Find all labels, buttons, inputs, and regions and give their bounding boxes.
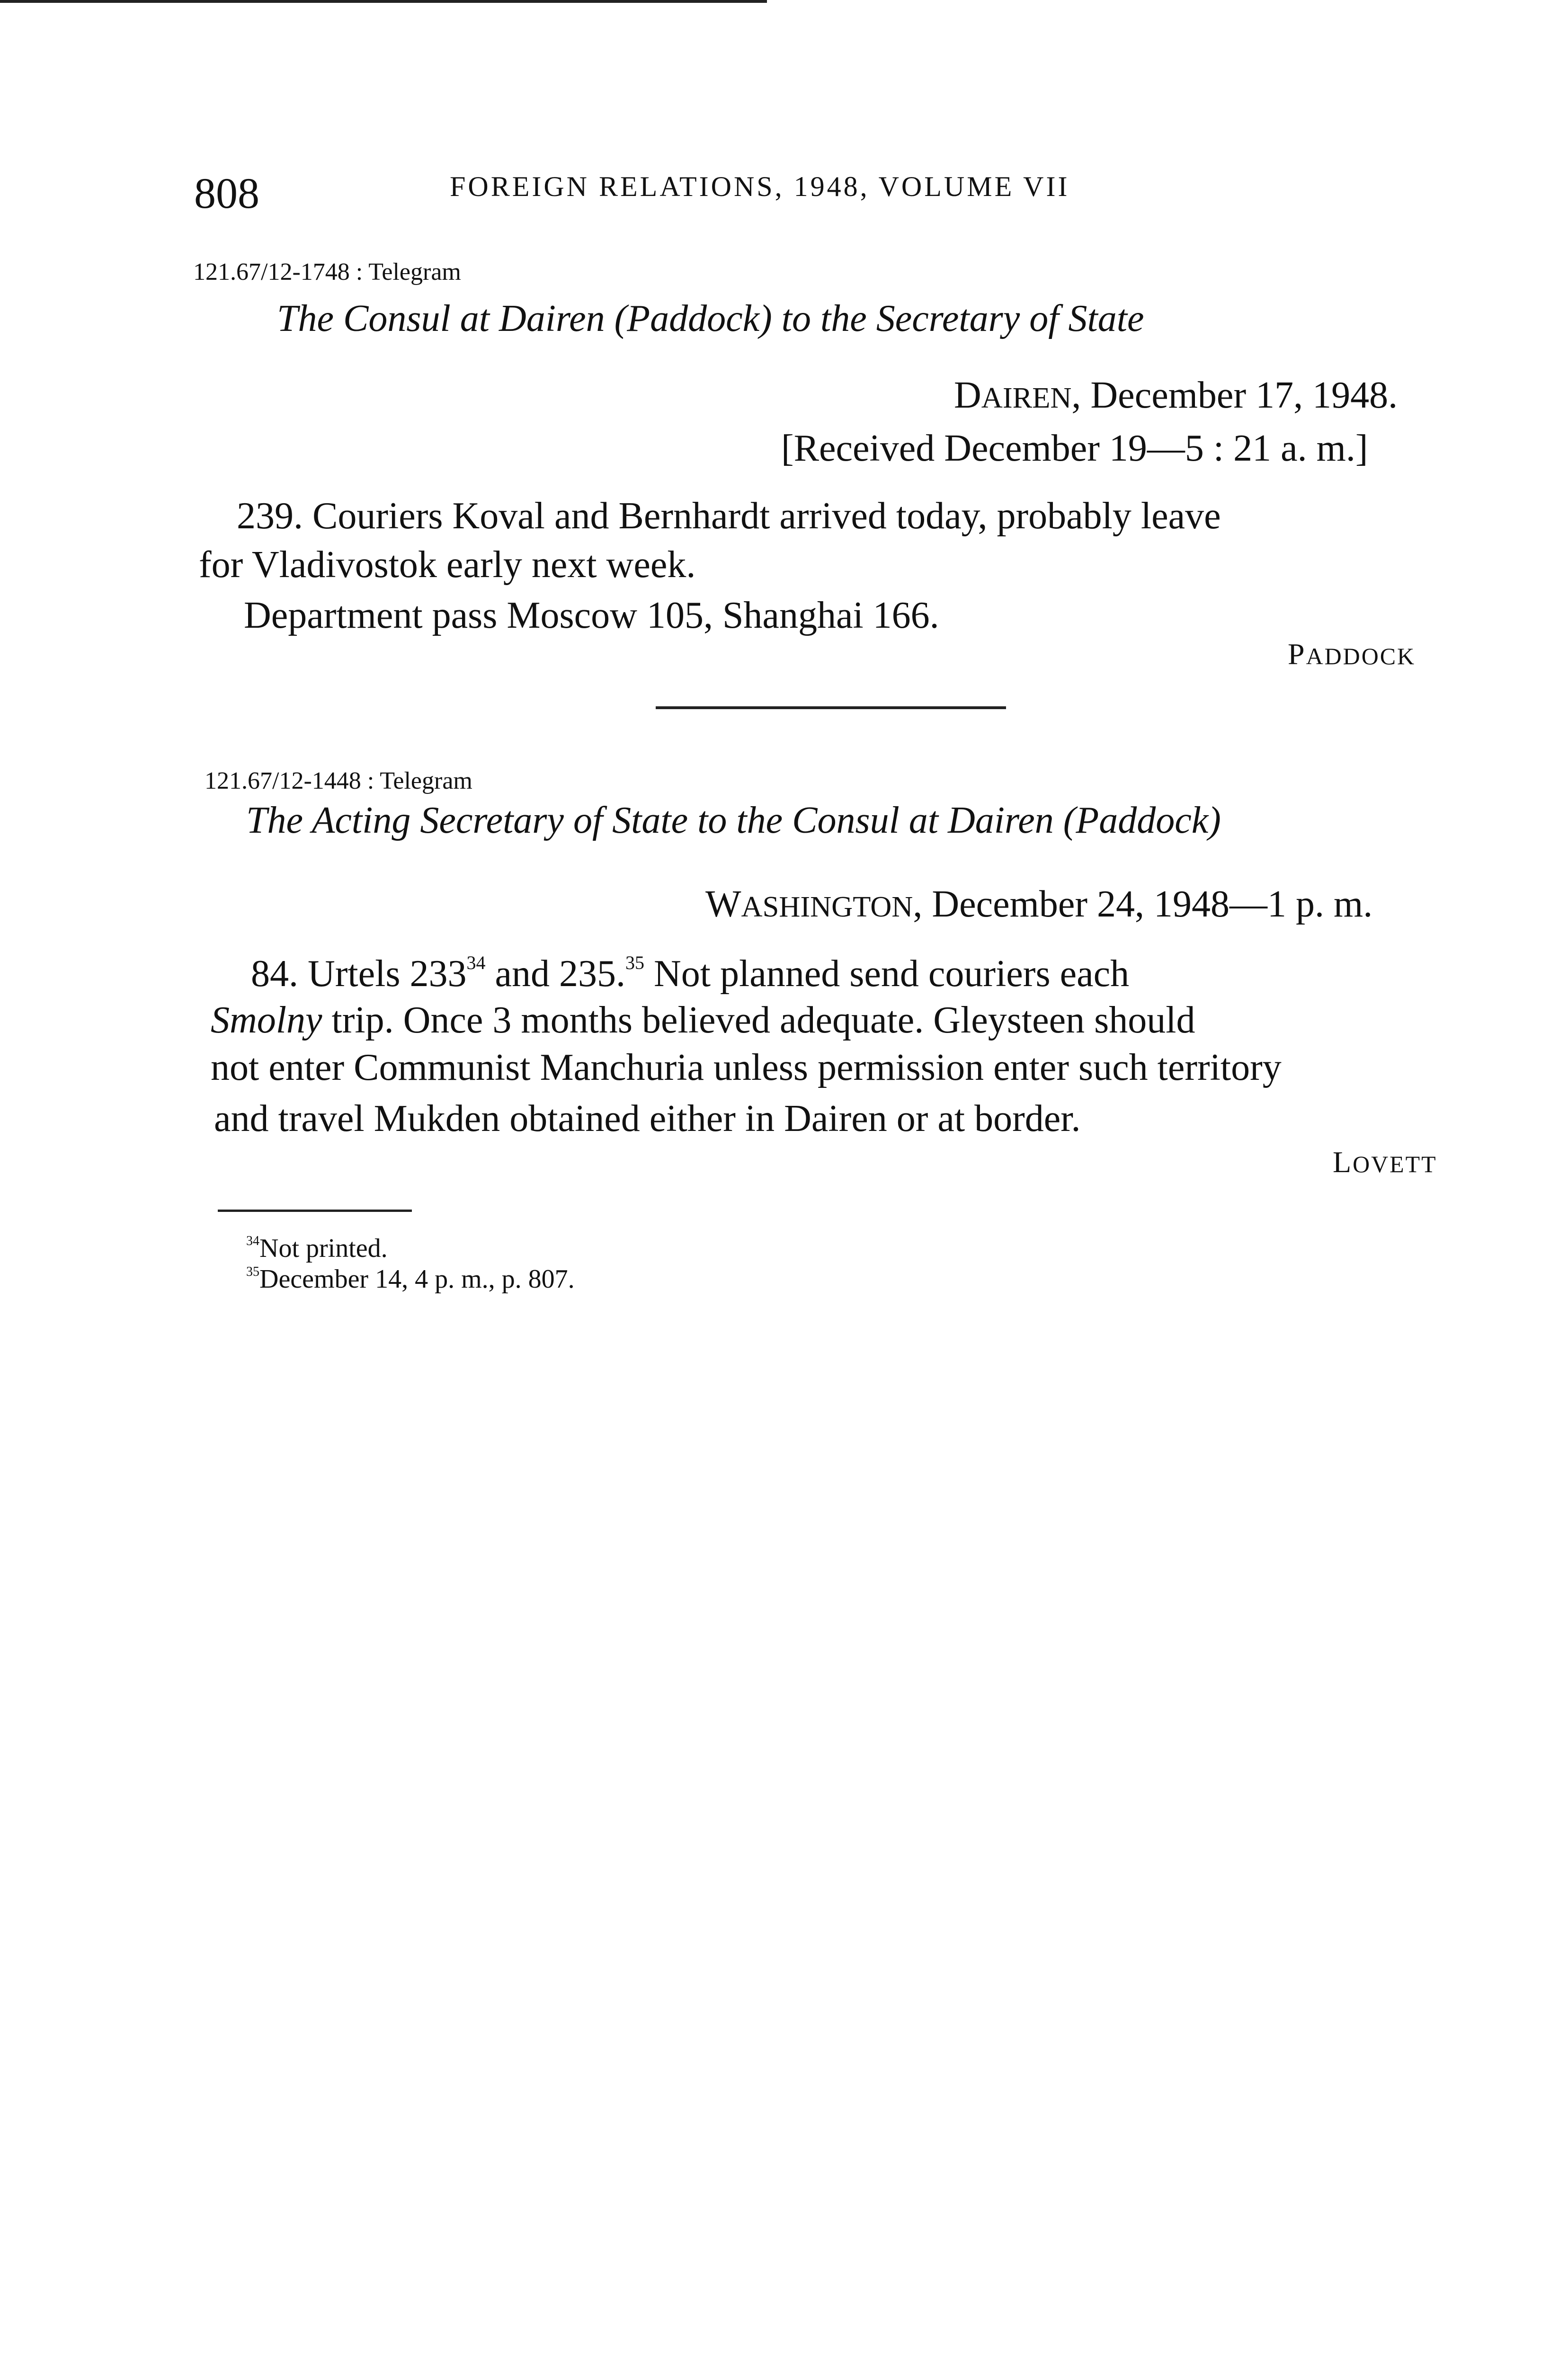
doc1-signature-rest: ADDOCK	[1306, 643, 1416, 669]
doc2-date: , December 24, 1948—1 p. m.	[913, 883, 1373, 925]
doc2-dateline	[705, 883, 1372, 926]
doc1-signature	[1288, 637, 1416, 672]
doc1-line-1: 239. Couriers Koval and Bernhardt arrived today, probably leave	[237, 495, 1221, 537]
footnote-35	[246, 1264, 575, 1294]
footnote-ref-34: 34	[466, 952, 486, 973]
doc2-signature-initial: L	[1333, 1145, 1353, 1179]
doc1-line-3: Department pass Moscow 105, Shanghai 166.	[244, 595, 939, 636]
doc1-place-initial: D	[954, 374, 981, 416]
doc2-line-2	[211, 999, 1195, 1042]
doc2-line-1-a: 84. Urtels 233	[251, 953, 467, 995]
footnote-34-mark: 34	[246, 1233, 259, 1248]
footnote-34-text: Not printed.	[259, 1234, 388, 1263]
doc2-line-1-b: and 235.	[485, 953, 626, 995]
doc1-file-reference: 121.67/12-1748 : Telegram	[193, 258, 461, 285]
doc2-ship-name: Smolny	[211, 999, 322, 1041]
footnote-rule	[218, 1210, 412, 1212]
footnote-35-text: December 14, 4 p. m., p. 807.	[259, 1264, 575, 1294]
section-divider	[656, 706, 1006, 709]
page-number: 808	[194, 169, 259, 217]
doc1-title: The Consul at Dairen (Paddock) to the Secretary of State	[277, 298, 1144, 339]
top-edge-rule	[0, 0, 767, 3]
doc2-line-2-rest: trip. Once 3 months believed adequate. Gleysteen should	[322, 999, 1195, 1041]
doc1-dateline	[954, 374, 1398, 417]
doc2-file-reference: 121.67/12-1448 : Telegram	[205, 767, 472, 794]
doc2-place-rest: ASHINGTON	[741, 890, 913, 923]
doc1-date: , December 17, 1948.	[1071, 374, 1398, 416]
doc1-line-2: for Vladivostok early next week.	[199, 544, 696, 586]
doc2-line-3: not enter Communist Manchuria unless permission enter such territory	[211, 1047, 1282, 1088]
footnote-35-mark: 35	[246, 1264, 259, 1279]
footnote-34	[246, 1233, 388, 1264]
doc1-place-rest: AIREN	[981, 382, 1072, 414]
running-head: FOREIGN RELATIONS, 1948, VOLUME VII	[450, 171, 1070, 202]
doc1-received: [Received December 19—5 : 21 a. m.]	[781, 427, 1368, 469]
doc2-line-1	[251, 952, 1129, 996]
footnote-ref-35: 35	[625, 952, 645, 973]
doc2-line-4: and travel Mukden obtained either in Dairen or at border.	[214, 1098, 1081, 1139]
doc1-signature-initial: P	[1288, 637, 1306, 671]
doc2-signature-rest: OVETT	[1353, 1151, 1437, 1177]
doc2-place-initial: W	[705, 883, 741, 925]
doc2-title: The Acting Secretary of State to the Consul at Dairen (Paddock)	[246, 800, 1221, 841]
doc2-line-1-c: Not planned send couriers each	[644, 953, 1130, 995]
doc2-signature	[1333, 1145, 1437, 1180]
